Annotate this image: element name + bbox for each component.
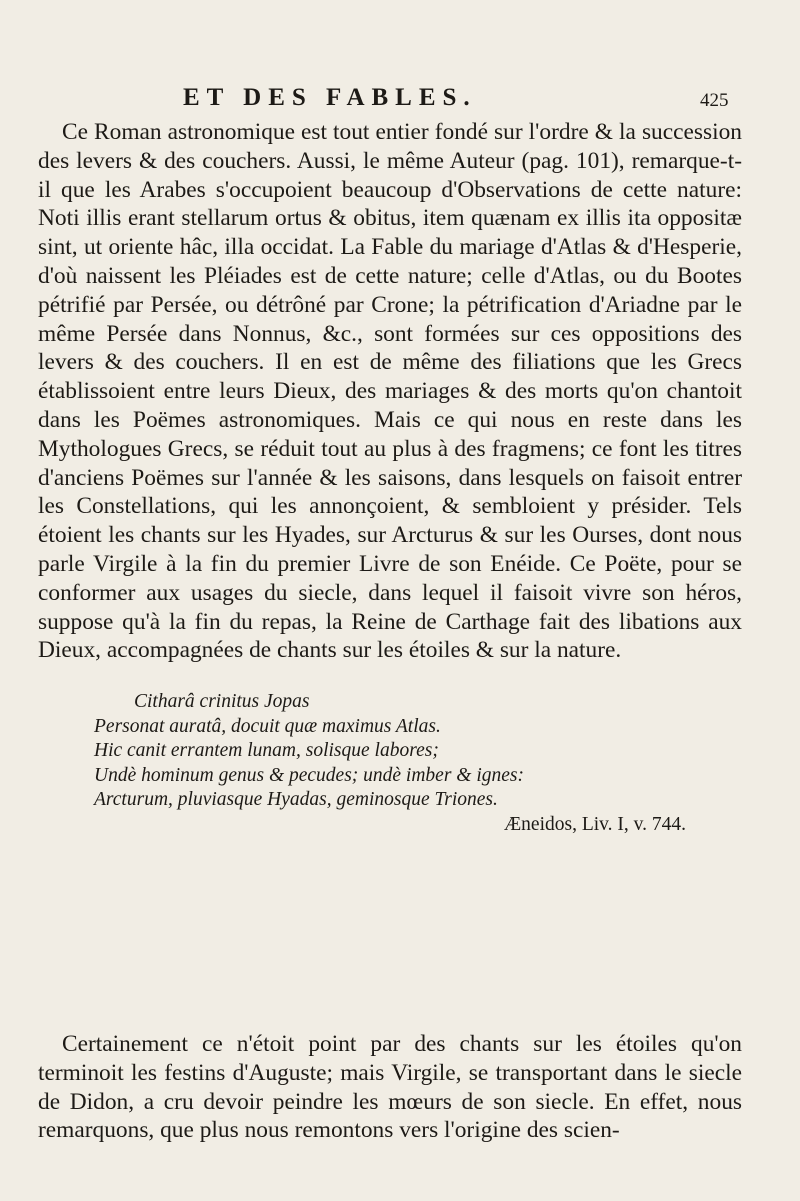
quote-line-3: Hic canit errantem lunam, solisque labores; xyxy=(94,740,439,762)
quote-line-2: Personat auratâ, docuit quæ maximus Atlas. xyxy=(94,715,441,737)
quote-source: Æneidos, Liv. I, v. 744. xyxy=(503,813,686,835)
paragraph-1: Ce Roman astronomique est tout entier fondé sur l'ordre & la succession des levers & des couchers. Aussi, le même Auteur (pag. 101), remarque-t-il que les Arabes s'occupoient beaucoup d'Observations de cette nature: Noti illis erant stellarum ortus & obitus, item quænam ex illis ita oppositæ sint, ut oriente hâc, illa occidat. La Fable du mariage d'Atlas & d'Hesperie, d'où naissent les Pléiades est de cette nature; celle d'Atlas, ou du Bootes pétrifié par Persée, ou détrôné par Crone; la pétrification d'Ariadne par le même Persée dans Nonnus, &c., sont formées sur ces oppositions des levers & des couchers. Il en est de même des filiations que les Grecs établissoient entre leurs Dieux, des mariages & des morts qu'on chantoit dans les Poëmes astronomiques. Mais ce qui nous en reste dans les Mythologues Grecs, se réduit tout au plus à des fragmens; ce font les titres d'anciens Poëmes sur l'année & les saisons, dans lesquels on faisoit entrer les Constellations, qui les annonçoient, & sembloient y présider. Tels étoient les chants sur les Hyades, sur Arcturus & sur les Ourses, dont nous parle Virgile à la fin du premier Livre de son Enéide. Ce Poëte, pour se conformer aux usages du siecle, dans lequel il faisoit vivre son héros, suppose qu'à la fin du repas, la Reine de Carthage fait des libations aux Dieux, accompagnées de chants sur les étoiles & sur la nature. xyxy=(38,119,742,664)
quote-line-5: Arcturum, pluviasque Hyadas, geminosque Triones. xyxy=(94,789,498,811)
running-title: ET DES FABLES. xyxy=(183,84,477,111)
latin-quotation xyxy=(94,690,734,838)
quote-line-4: Undè hominum genus & pecudes; undè imber & ignes: xyxy=(94,764,524,786)
page-number: 425 xyxy=(700,90,729,111)
page-header xyxy=(0,84,800,116)
quote-line-1: Citharâ crinitus Jopas xyxy=(134,691,310,712)
paragraph-2: Certainement ce n'étoit point par des chants sur les étoiles qu'on terminoit les festins d'Auguste; mais Virgile, se transportant dans le siecle de Didon, a cru devoir peindre les mœurs de son siecle. En effet, nous remarquons, que plus nous remontons vers l'origine des scien- xyxy=(38,1031,742,1144)
